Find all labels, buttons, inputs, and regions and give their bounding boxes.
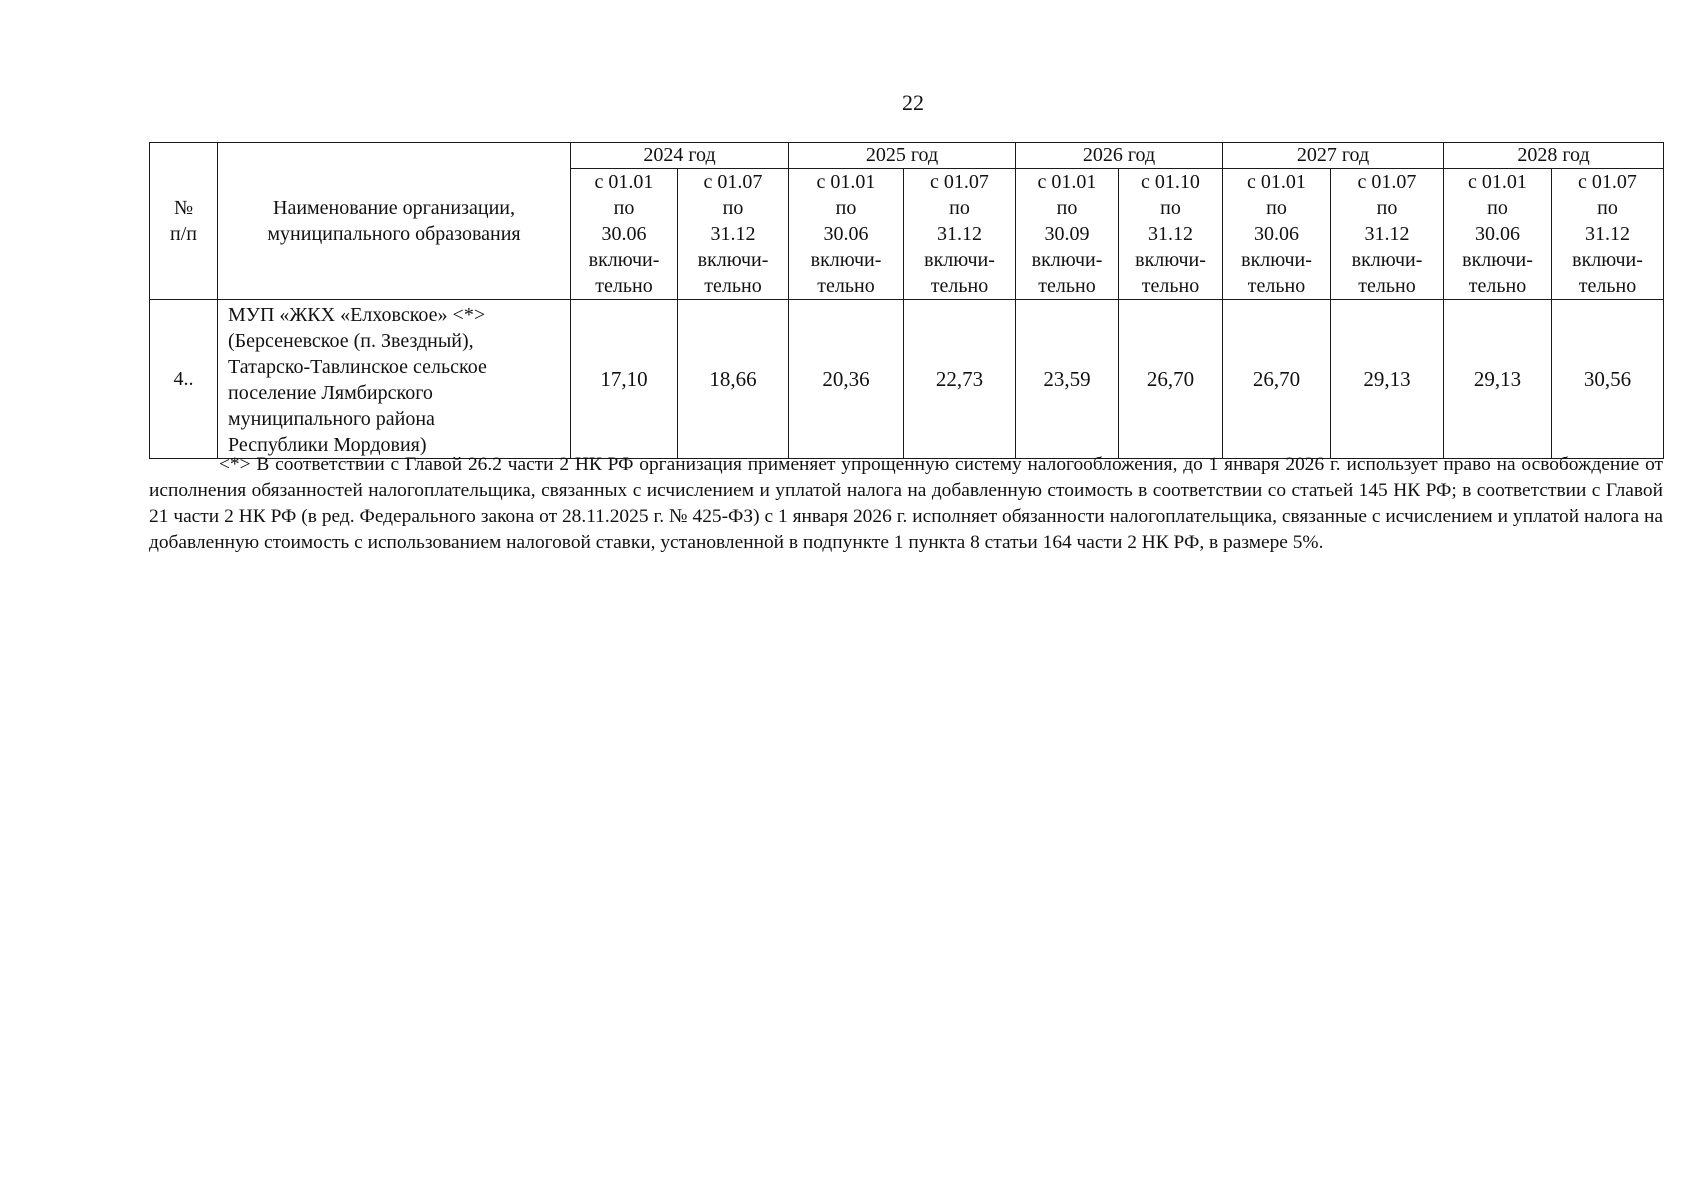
period-header xyxy=(1444,169,1552,300)
period-header-line: с 01.01 xyxy=(594,171,654,193)
period-header-line: по xyxy=(835,197,857,219)
year-header-2026: 2026 год xyxy=(1016,143,1223,169)
tariff-value: 20,36 xyxy=(789,300,904,459)
period-header-line: включи- xyxy=(1135,249,1206,271)
organization-name xyxy=(218,300,571,459)
period-header-line: включи- xyxy=(1462,249,1533,271)
organization-header-line: муниципального образования xyxy=(267,223,521,245)
period-header-line: тельно xyxy=(930,275,989,297)
tariff-value: 18,66 xyxy=(678,300,789,459)
period-header xyxy=(904,169,1016,300)
period-header-line: с 01.10 xyxy=(1141,171,1200,193)
period-header-line: 31.12 xyxy=(710,223,756,245)
page-number: 22 xyxy=(902,90,924,115)
period-header-line: с 01.01 xyxy=(1037,171,1097,193)
period-header-line: тельно xyxy=(1578,275,1637,297)
organization-name-line: муниципального района xyxy=(228,408,435,430)
period-header-line: с 01.07 xyxy=(930,171,989,193)
period-header-line: включи- xyxy=(697,249,769,271)
year-header-2025: 2025 год xyxy=(789,143,1016,169)
period-header-line: тельно xyxy=(1468,275,1527,297)
period-header-line: по xyxy=(613,197,635,219)
organization-name-line: Республики Мордовия) xyxy=(228,434,427,456)
footnote: <*> В соответствии с Главой 26.2 части 2 НК РФ организация применяет упрощенную систему налогообложения, до 1 января 2026 г. использует право на освобождение от исполнения обязанностей налогоплательщика, связанных с исчислением и уплатой налога на добавленную стоимость в соответствии со статьей 145 НК РФ; в соответствии с Главой 21 части 2 НК РФ (в ред. Федерального закона от 28.11.2025 г. № 425-ФЗ) с 1 января 2026 г. исполняет обязанности налогоплательщика, связанные с исчислением и уплатой налога на добавленную стоимость с использованием налоговой ставки, установленной в подпункте 1 пункта 8 статьи 164 части 2 НК РФ, в размере 5%. xyxy=(149,454,1663,553)
period-header-line: с 01.01 xyxy=(1247,171,1306,193)
period-header-line: включи- xyxy=(810,249,882,271)
number-header-line: № xyxy=(173,197,194,219)
period-header-line: по xyxy=(1056,197,1078,219)
row-number: 4.. xyxy=(150,300,218,459)
period-header-line: 30.06 xyxy=(823,223,869,245)
tariff-table xyxy=(149,142,1664,459)
period-header-line: тельно xyxy=(817,275,875,297)
period-header-line: по xyxy=(1597,197,1618,219)
organization-header-line: Наименование организации, xyxy=(273,197,515,219)
number-header-line: п/п xyxy=(170,223,197,245)
period-header-line: по xyxy=(1487,197,1508,219)
period-header-line: тельно xyxy=(1038,275,1096,297)
period-header-line: 31.12 xyxy=(1585,223,1630,245)
period-header-line: 31.12 xyxy=(1148,223,1193,245)
period-header-line: 31.12 xyxy=(1364,223,1410,245)
period-header-line: 31.12 xyxy=(937,223,982,245)
year-header-2024: 2024 год xyxy=(571,143,789,169)
year-header-2028: 2028 год xyxy=(1444,143,1664,169)
organization-name-line: поселение Лямбирского xyxy=(228,382,433,404)
tariff-value: 29,13 xyxy=(1444,300,1552,459)
period-header xyxy=(678,169,789,300)
table-row xyxy=(150,300,1664,459)
period-header-line: с 01.07 xyxy=(703,171,763,193)
organization-name-line: МУП «ЖКХ «Елховское» <*> xyxy=(228,304,486,326)
period-header-line: тельно xyxy=(1358,275,1416,297)
period-header-line: включи- xyxy=(924,249,995,271)
tariff-value: 26,70 xyxy=(1223,300,1331,459)
period-header xyxy=(1119,169,1223,300)
period-header-line: 30.06 xyxy=(1475,223,1520,245)
tariff-value: 17,10 xyxy=(571,300,678,459)
period-header-line: по xyxy=(949,197,970,219)
period-header-line: тельно xyxy=(704,275,762,297)
period-header-line: по xyxy=(1160,197,1181,219)
period-header-line: включи- xyxy=(1031,249,1103,271)
period-header-line: включи- xyxy=(588,249,660,271)
tariff-value: 29,13 xyxy=(1331,300,1444,459)
period-header-line: с 01.01 xyxy=(1468,171,1527,193)
period-header xyxy=(789,169,904,300)
organization-column-header xyxy=(218,143,571,300)
period-header-line: с 01.07 xyxy=(1357,171,1417,193)
period-header-line: тельно xyxy=(1247,275,1306,297)
period-header-line: включи- xyxy=(1241,249,1312,271)
organization-name-line: (Берсеневское (п. Звездный), xyxy=(228,330,474,352)
organization-name-line: Татарско-Тавлинское сельское xyxy=(228,356,487,378)
tariff-value: 22,73 xyxy=(904,300,1016,459)
period-header-line: 30.06 xyxy=(601,223,647,245)
period-header-line: включи- xyxy=(1351,249,1423,271)
number-column-header xyxy=(150,143,218,300)
tariff-value: 30,56 xyxy=(1552,300,1664,459)
period-header-line: включи- xyxy=(1572,249,1643,271)
period-header-line: с 01.01 xyxy=(816,171,876,193)
period-header-line: тельно xyxy=(595,275,653,297)
period-header xyxy=(1223,169,1331,300)
period-header xyxy=(571,169,678,300)
period-header-line: по xyxy=(722,197,744,219)
year-header-2027: 2027 год xyxy=(1223,143,1444,169)
period-header-line: по xyxy=(1266,197,1287,219)
period-header xyxy=(1016,169,1119,300)
tariff-value: 26,70 xyxy=(1119,300,1223,459)
period-header-line: 30.09 xyxy=(1044,223,1090,245)
period-header xyxy=(1552,169,1664,300)
tariff-value: 23,59 xyxy=(1016,300,1119,459)
period-header-line: тельно xyxy=(1141,275,1200,297)
period-header-line: 30.06 xyxy=(1254,223,1299,245)
period-header xyxy=(1331,169,1444,300)
period-header-line: по xyxy=(1376,197,1398,219)
period-header-line: с 01.07 xyxy=(1578,171,1637,193)
